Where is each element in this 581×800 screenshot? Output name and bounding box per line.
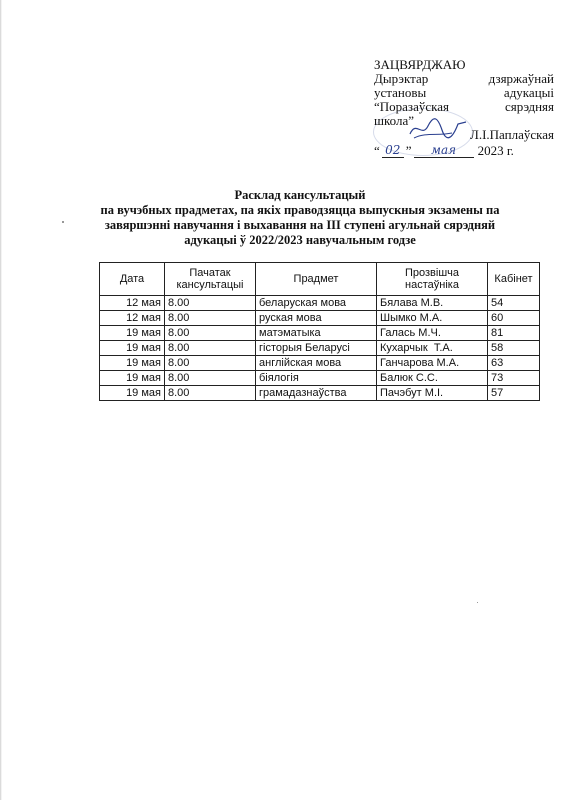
cell-room: 57	[488, 386, 540, 401]
cell-date: 19 мая	[100, 356, 165, 371]
approval-date	[374, 144, 554, 158]
header-room: Кабінет	[488, 263, 540, 296]
table-header-row	[100, 263, 540, 296]
date-day: 02	[382, 144, 404, 158]
cell-teacher: Кухарчык Т.А.	[377, 341, 488, 356]
approval-heading: ЗАЦВЯРДЖАЮ	[374, 57, 466, 72]
approval-line-3	[374, 100, 554, 114]
table-row	[100, 341, 540, 356]
date-close-quote: ”	[405, 143, 412, 158]
scan-speck	[62, 221, 64, 223]
title-line-3: завяршэнні навучання і выхавання на ІІІ ступені агульнай сярэдняй	[104, 218, 496, 232]
header-subject: Прадмет	[256, 263, 377, 296]
cell-date: 19 мая	[100, 386, 165, 401]
cell-subject: беларуская мова	[256, 296, 377, 311]
cell-time: 8.00	[165, 326, 256, 341]
scan-edge	[0, 0, 2, 800]
approval-signer: Л.І.Паплаўская	[470, 127, 554, 142]
title-line-1: Расклад кансультацый	[234, 188, 366, 202]
table-row	[100, 356, 540, 371]
header-date: Дата	[100, 263, 165, 296]
cell-date: 19 мая	[100, 341, 165, 356]
date-month: мая	[414, 144, 474, 158]
header-start-time: Пачатак кансультацыі	[165, 263, 256, 296]
cell-subject: грамадазнаўства	[256, 386, 377, 401]
cell-subject: біялогія	[256, 371, 377, 386]
cell-date: 19 мая	[100, 326, 165, 341]
scan-speck	[477, 602, 478, 603]
title-line-4: адукацыі ў 2022/2023 навучальным годзе	[184, 233, 416, 247]
cell-room: 58	[488, 341, 540, 356]
consultation-schedule-table	[99, 262, 540, 401]
table-row	[100, 371, 540, 386]
table-row	[100, 296, 540, 311]
cell-time: 8.00	[165, 386, 256, 401]
table-row	[100, 326, 540, 341]
header-teacher: Прозвішча настаўніка	[377, 263, 488, 296]
cell-subject: англійская мова	[256, 356, 377, 371]
cell-time: 8.00	[165, 341, 256, 356]
date-year: 2023 г.	[477, 143, 514, 158]
approval-school-name: “Поразаўская	[374, 99, 449, 114]
document-title	[60, 188, 540, 248]
approval-school-type: сярэдняя	[504, 99, 554, 114]
approval-institution-2: адукацыі	[503, 85, 554, 100]
date-open-quote: “	[374, 143, 380, 158]
title-line-2: па вучэбных прадметах, па якіх праводзяцца выпускныя экзамены па	[100, 203, 500, 217]
cell-date: 19 мая	[100, 371, 165, 386]
cell-subject: матэматыка	[256, 326, 377, 341]
cell-time: 8.00	[165, 356, 256, 371]
cell-teacher: Ганчарова М.А.	[377, 356, 488, 371]
approval-institution-1: установы	[374, 85, 427, 100]
cell-time: 8.00	[165, 296, 256, 311]
cell-teacher: Шымко М.А.	[377, 311, 488, 326]
cell-room: 54	[488, 296, 540, 311]
cell-time: 8.00	[165, 371, 256, 386]
table-row	[100, 311, 540, 326]
approval-block	[374, 58, 554, 158]
cell-room: 73	[488, 371, 540, 386]
cell-date: 12 мая	[100, 311, 165, 326]
cell-teacher: Пачэбут М.І.	[377, 386, 488, 401]
cell-teacher: Бялава М.В.	[377, 296, 488, 311]
cell-date: 12 мая	[100, 296, 165, 311]
approval-signer-row	[374, 128, 554, 142]
approval-line-1	[374, 72, 554, 86]
approval-school-word: школа”	[374, 113, 415, 128]
cell-teacher: Галась М.Ч.	[377, 326, 488, 341]
cell-teacher: Балюк С.С.	[377, 371, 488, 386]
cell-subject: руская мова	[256, 311, 377, 326]
approval-position-2: дзяржаўнай	[488, 71, 554, 86]
cell-room: 81	[488, 326, 540, 341]
cell-subject: гісторыя Беларусі	[256, 341, 377, 356]
approval-position: Дырэктар	[374, 71, 429, 86]
approval-line-2	[374, 86, 554, 100]
cell-time: 8.00	[165, 311, 256, 326]
cell-room: 63	[488, 356, 540, 371]
cell-room: 60	[488, 311, 540, 326]
table-row	[100, 386, 540, 401]
